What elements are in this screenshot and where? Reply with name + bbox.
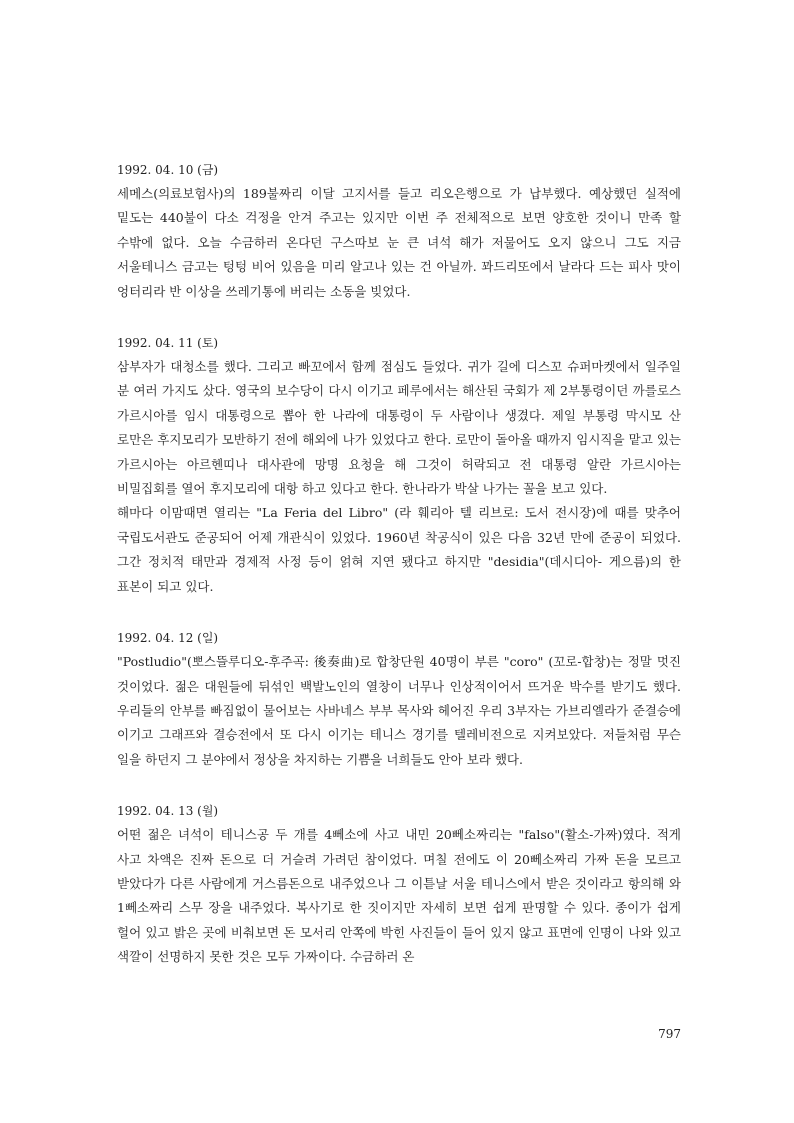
entry-paragraph: 어떤 젊은 녀석이 테니스공 두 개를 4뻬소에 사고 내민 20뻬소짜리는 "falso"(활소-가짜)였다. 적게 사고 차액은 진짜 돈으로 더 거슬려 가려던 참이었다. 며칠 전에도 이 20뻬소짜리 가짜 돈을 모르고 받았다가 다른 사람에게 거스름돈으로 내주었으나 그 이튿날 서울 테니스에서 받은 것이라고 항의해 와 1뻬소짜리 스무 장을 내주었다. 복사기로 한 짓이지만 자세히 보면 쉽게 판명할 수 있다. 종이가 쉽게 헐어 있고 밝은 곳에 비춰보면 돈 모서리 안쪽에 박힌 사진들이 들어 있지 않고 표면에 인명이 나와 있고 색깔이 선명하지 못한 것은 모두 가짜이다. 수금하러 온 bbox=[117, 827, 681, 965]
diary-entry-0410 bbox=[117, 158, 681, 304]
diary-entry-0413 bbox=[117, 799, 681, 969]
entry-paragraph: "Postludio"(뽀스뜰루디오-후주곡: 後奏曲)로 합창단원 40명이 부른 "coro" (꼬로-합창)는 정말 멋진 것이었다. 젊은 대원들에 뒤섞인 백발노인의 열창이 너무나 인상적이어서 뜨거운 박수를 받기도 했다. 우리들의 안부를 빠짐없이 물어보는 사바네스 부부 목사와 헤어진 우리 3부자는 가브리엘라가 준결승에 이기고 그래프와 결승전에서 또 다시 이기는 테니스 경기를 텔레비전으로 지켜보았다. 저들처럼 무슨 일을 하던지 그 분야에서 정상을 차지하는 기쁨을 너희들도 안아 보라 했다. bbox=[117, 654, 681, 767]
page-number: 797 bbox=[658, 1027, 681, 1041]
diary-entry-0411 bbox=[117, 331, 681, 599]
entry-paragraph: 해마다 이맘때면 열리는 "La Feria del Libro" (라 훼리아 텔 리브로: 도서 전시장)에 때를 맞추어 국립도서관도 준공되어 어제 개관식이 있었다. 1960년 착공식이 있은 다음 32년 만에 준공이 되었다. 그간 정치적 태만과 경제적 사정 등이 얽혀 지연 됐다고 하지만 "desidia"(데시디아- 게으름)의 한 표본이 되고 있다. bbox=[117, 505, 681, 594]
entry-date: 1992. 04. 13 (월) bbox=[117, 804, 219, 819]
entry-date: 1992. 04. 11 (토) bbox=[117, 336, 219, 351]
entry-date: 1992. 04. 10 (금) bbox=[117, 163, 219, 177]
diary-entry-0412 bbox=[117, 626, 681, 772]
entry-date: 1992. 04. 12 (일) bbox=[117, 631, 219, 646]
page-body bbox=[117, 158, 681, 997]
entry-paragraph: 세메스(의료보험사)의 189불짜리 이달 고지서를 들고 리오은행으로 가 납부했다. 예상했던 실적에 밑도는 440불이 다소 걱정을 안겨 주고는 있지만 이번 주 전체적으로 보면 양호한 것이니 만족 할 수밖에 없다. 오늘 수금하러 온다던 구스따보 눈 큰 녀석 해가 저물어도 오지 않으니 그도 지금 서울테니스 금고는 텅텅 비어 있음을 미리 알고나 있는 건 아닐까. 꽈드리또에서 날라다 드는 피사 맛이 엉터리라 반 이상을 쓰레기통에 버리는 소동을 빚었다. bbox=[117, 186, 681, 299]
entry-paragraph: 삼부자가 대청소를 했다. 그리고 빠꼬에서 함께 점심도 들었다. 귀가 길에 디스꼬 슈퍼마켓에서 일주일 분 여러 가지도 샀다. 영국의 보수당이 다시 이기고 페루에서는 해산된 국회가 제 2부통령이던 까를로스 가르시아를 임시 대통령으로 뽑아 한 나라에 대통령이 두 사람이나 생겼다. 제일 부통령 막시모 산 로만은 후지모리가 모반하기 전에 해외에 나가 있었다고 한다. 로만이 돌아올 때까지 임시직을 맡고 있는 가르시아는 아르헨띠나 대사관에 망명 요청을 해 그것이 허락되고 전 대통령 알란 가르시아는 비밀집회를 열어 후지모리에 대항 하고 있다고 한다. 한나라가 박살 나가는 꼴을 보고 있다. bbox=[117, 359, 681, 497]
